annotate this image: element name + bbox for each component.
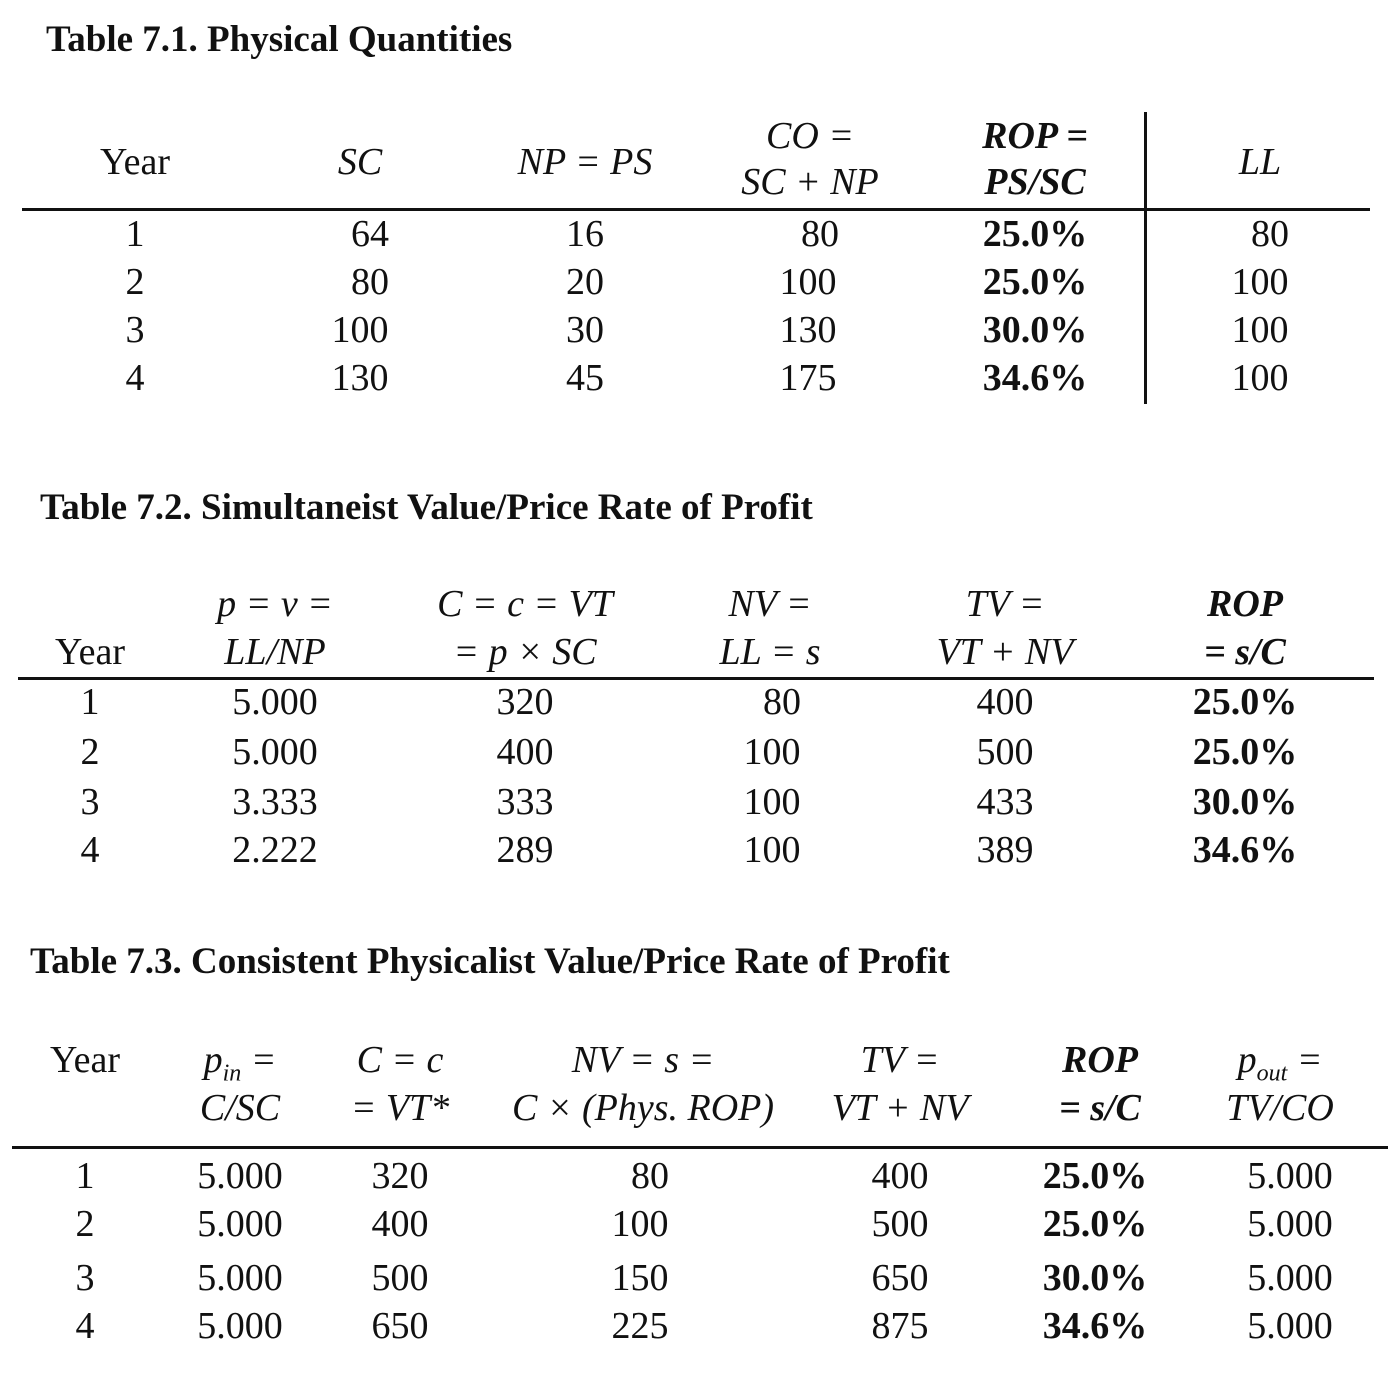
header-tv-line1: TV = bbox=[965, 583, 1045, 625]
header-nv-line2: C × (Phys. ROP) bbox=[511, 1087, 775, 1129]
header-co-line1: CO = bbox=[766, 115, 854, 157]
cell-ll: 80 bbox=[1251, 213, 1289, 255]
cell-nv: 100 bbox=[743, 829, 801, 871]
cell-rop: 30.0% bbox=[1042, 1257, 1148, 1299]
table-title: Table 7.2. Simultaneist Value/Price Rate of Profit bbox=[40, 487, 813, 528]
cell-sc: 80 bbox=[351, 261, 389, 303]
header-ll: LL bbox=[1238, 141, 1282, 183]
cell-c: 650 bbox=[371, 1305, 429, 1347]
cell-p: 5.000 bbox=[232, 731, 318, 773]
cell-nv: 100 bbox=[611, 1203, 669, 1245]
header-rop-line1: ROP bbox=[1062, 1039, 1138, 1081]
cell-nv: 150 bbox=[611, 1257, 669, 1299]
cell-c: 500 bbox=[371, 1257, 429, 1299]
cell-sc: 100 bbox=[331, 309, 389, 351]
cell-year: 4 bbox=[125, 357, 145, 399]
cell-year: 4 bbox=[75, 1305, 95, 1347]
cell-pout: 5.000 bbox=[1247, 1203, 1333, 1245]
header-tv-line2: VT + NV bbox=[936, 631, 1074, 673]
cell-sc: 64 bbox=[351, 213, 389, 255]
cell-np-ps: 16 bbox=[566, 213, 604, 255]
cell-pin: 5.000 bbox=[197, 1203, 283, 1245]
header-c-line2: = VT* bbox=[350, 1087, 450, 1129]
cell-rop: 25.0% bbox=[1192, 681, 1298, 723]
cell-pout: 5.000 bbox=[1247, 1155, 1333, 1197]
cell-np-ps: 20 bbox=[566, 261, 604, 303]
header-np-ps: NP = PS bbox=[517, 141, 653, 183]
cell-nv: 80 bbox=[763, 681, 801, 723]
cell-tv: 433 bbox=[976, 781, 1034, 823]
header-year: Year bbox=[54, 631, 126, 673]
header-rop-line1: ROP = bbox=[982, 115, 1088, 157]
header-year: Year bbox=[99, 141, 171, 183]
header-pout-line1: $p_{out}$ = bbox=[1237, 1039, 1323, 1087]
cell-pout: 5.000 bbox=[1247, 1257, 1333, 1299]
cell-rop: 25.0% bbox=[1042, 1155, 1148, 1197]
cell-nv: 225 bbox=[611, 1305, 669, 1347]
cell-p: 2.222 bbox=[232, 829, 318, 871]
cell-co: 80 bbox=[801, 213, 839, 255]
header-c-line2: = p × SC bbox=[453, 631, 597, 673]
cell-c: 320 bbox=[371, 1155, 429, 1197]
cell-year: 2 bbox=[80, 731, 100, 773]
cell-c: 333 bbox=[496, 781, 554, 823]
table-title: Table 7.1. Physical Quantities bbox=[46, 19, 513, 60]
cell-rop: 34.6% bbox=[1192, 829, 1298, 871]
cell-year: 4 bbox=[80, 829, 100, 871]
cell-sc: 130 bbox=[331, 357, 389, 399]
header-co-line2: SC + NP bbox=[741, 161, 879, 203]
cell-p: 5.000 bbox=[232, 681, 318, 723]
header-pout-line2: TV/CO bbox=[1226, 1087, 1334, 1129]
header-rop-line2: = s/C bbox=[1059, 1087, 1141, 1129]
cell-co: 130 bbox=[779, 309, 837, 351]
cell-co: 175 bbox=[779, 357, 837, 399]
cell-c: 289 bbox=[496, 829, 554, 871]
cell-c: 400 bbox=[496, 731, 554, 773]
cell-nv: 80 bbox=[631, 1155, 669, 1197]
header-c-line1: C = c = VT bbox=[437, 583, 613, 625]
cell-co: 100 bbox=[779, 261, 837, 303]
cell-year: 3 bbox=[125, 309, 145, 351]
cell-np-ps: 45 bbox=[566, 357, 604, 399]
cell-ll: 100 bbox=[1231, 309, 1289, 351]
table-title: Table 7.3. Consistent Physicalist Value/Price Rate of Profit bbox=[30, 941, 950, 982]
cell-nv: 100 bbox=[743, 781, 801, 823]
cell-rop: 25.0% bbox=[982, 261, 1088, 303]
column-divider bbox=[1144, 112, 1147, 404]
header-sc: SC bbox=[337, 141, 383, 183]
cell-c: 320 bbox=[496, 681, 554, 723]
cell-tv: 500 bbox=[871, 1203, 929, 1245]
cell-rop: 34.6% bbox=[982, 357, 1088, 399]
cell-year: 2 bbox=[75, 1203, 95, 1245]
cell-nv: 100 bbox=[743, 731, 801, 773]
header-rop-line2: PS/SC bbox=[984, 161, 1086, 203]
cell-year: 1 bbox=[80, 681, 100, 723]
header-p-line2: LL/NP bbox=[224, 631, 326, 673]
header-p-line1: p = v = bbox=[217, 583, 333, 625]
cell-tv: 389 bbox=[976, 829, 1034, 871]
header-nv-line1: NV = s = bbox=[571, 1039, 715, 1081]
cell-tv: 400 bbox=[976, 681, 1034, 723]
cell-year: 2 bbox=[125, 261, 145, 303]
header-year: Year bbox=[49, 1039, 121, 1081]
cell-rop: 30.0% bbox=[1192, 781, 1298, 823]
cell-np-ps: 30 bbox=[566, 309, 604, 351]
header-rop-line2: = s/C bbox=[1204, 631, 1286, 673]
cell-rop: 34.6% bbox=[1042, 1305, 1148, 1347]
header-nv-line1: NV = bbox=[728, 583, 812, 625]
cell-pout: 5.000 bbox=[1247, 1305, 1333, 1347]
cell-year: 3 bbox=[75, 1257, 95, 1299]
cell-tv: 650 bbox=[871, 1257, 929, 1299]
cell-rop: 25.0% bbox=[982, 213, 1088, 255]
header-rule bbox=[12, 1146, 1388, 1149]
cell-pin: 5.000 bbox=[197, 1305, 283, 1347]
cell-p: 3.333 bbox=[232, 781, 318, 823]
cell-year: 1 bbox=[125, 213, 145, 255]
cell-rop: 25.0% bbox=[1042, 1203, 1148, 1245]
cell-ll: 100 bbox=[1231, 357, 1289, 399]
header-c-line1: C = c bbox=[356, 1039, 444, 1081]
cell-rop: 25.0% bbox=[1192, 731, 1298, 773]
cell-ll: 100 bbox=[1231, 261, 1289, 303]
cell-pin: 5.000 bbox=[197, 1155, 283, 1197]
header-rop-line1: ROP bbox=[1207, 583, 1283, 625]
header-nv-line2: LL = s bbox=[719, 631, 821, 673]
header-pin-line1: $p_{in}$ = bbox=[203, 1039, 277, 1087]
cell-rop: 30.0% bbox=[982, 309, 1088, 351]
cell-tv: 500 bbox=[976, 731, 1034, 773]
header-tv-line1: TV = bbox=[860, 1039, 940, 1081]
header-rule bbox=[22, 208, 1370, 211]
header-pin-line2: C/SC bbox=[199, 1087, 281, 1129]
cell-tv: 875 bbox=[871, 1305, 929, 1347]
cell-year: 1 bbox=[75, 1155, 95, 1197]
cell-year: 3 bbox=[80, 781, 100, 823]
cell-c: 400 bbox=[371, 1203, 429, 1245]
cell-tv: 400 bbox=[871, 1155, 929, 1197]
cell-pin: 5.000 bbox=[197, 1257, 283, 1299]
header-tv-line2: VT + NV bbox=[831, 1087, 969, 1129]
